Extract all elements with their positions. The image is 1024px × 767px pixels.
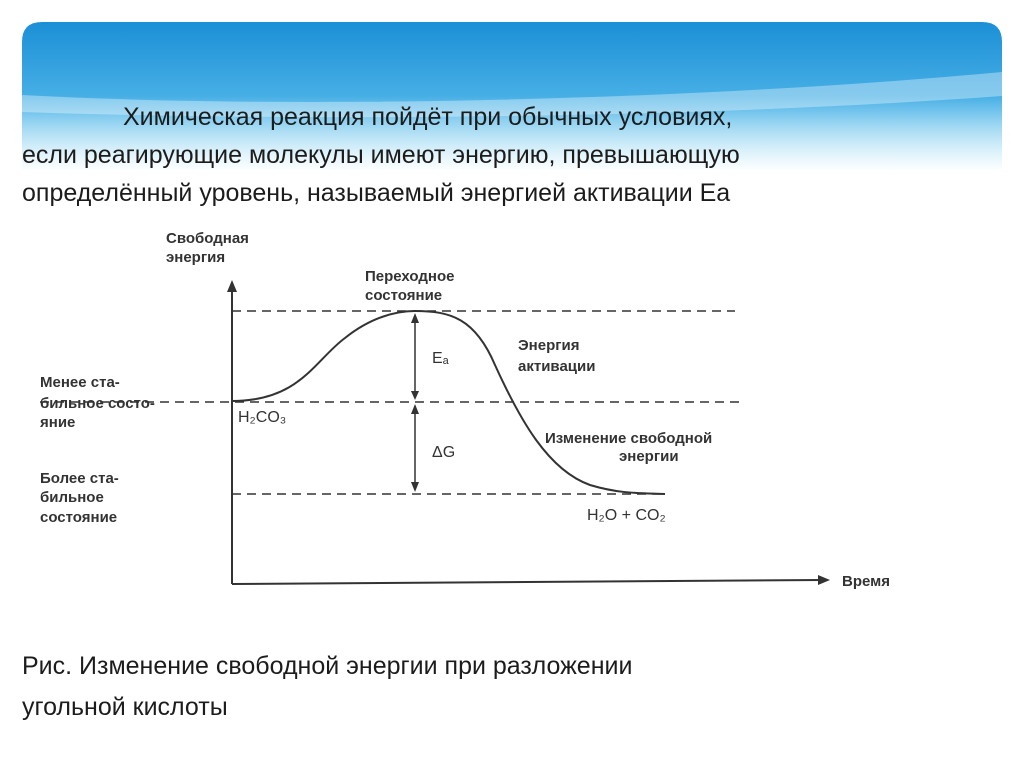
less-stable-label-line-1: Менее ста- [40, 374, 120, 391]
delta-g-symbol: ΔG [432, 444, 456, 461]
delta-g-label-line-1: Изменение свободной [545, 430, 713, 447]
transition-state-label-line-2: состояние [365, 287, 443, 304]
title-line-2: если реагирующие молекулы имеют энергию, превышающую [22, 141, 740, 169]
activation-energy-symbol: Eₐ [432, 350, 449, 367]
delta-g-arrow-bottom-icon [411, 482, 419, 492]
figure-caption [22, 646, 1002, 728]
y-axis-label-line-1: Свободная [166, 230, 249, 247]
transition-state-label-line-1: Переходное [365, 268, 455, 285]
more-stable-label-line-2: бильное [40, 489, 104, 506]
activation-energy-label-line-2: активации [518, 358, 596, 375]
activation-arrow-top-icon [411, 313, 419, 323]
more-stable-label-line-3: состояние [40, 509, 118, 526]
x-axis-label: Время [842, 573, 890, 590]
more-stable-label-line-1: Более ста- [40, 470, 119, 487]
product-formula: H₂O + CO₂ [587, 507, 666, 524]
x-axis-arrow-icon [818, 575, 830, 585]
title-line-3: определённый уровень, называемый энергией активации Ea [22, 179, 731, 207]
activation-arrow-bottom-icon [411, 391, 419, 400]
delta-g-arrow-top-icon [411, 404, 419, 414]
caption-line-1: Рис. Изменение свободной энергии при разложении [22, 652, 633, 680]
less-stable-label-line-3: яние [40, 414, 76, 431]
x-axis [232, 580, 822, 584]
less-stable-label-line-2: бильное состо- [40, 395, 155, 412]
y-axis-arrow-icon [227, 280, 237, 292]
activation-energy-label-line-1: Энергия [518, 337, 580, 354]
title-line-1: Химическая реакция пойдёт при обычных условиях, [123, 103, 733, 131]
delta-g-label-line-2: энергии [619, 448, 679, 465]
y-axis-label-line-2: энергия [166, 249, 226, 266]
reactant-formula: H₂CO₃ [238, 409, 287, 426]
caption-line-2: угольной кислоты [22, 693, 228, 721]
